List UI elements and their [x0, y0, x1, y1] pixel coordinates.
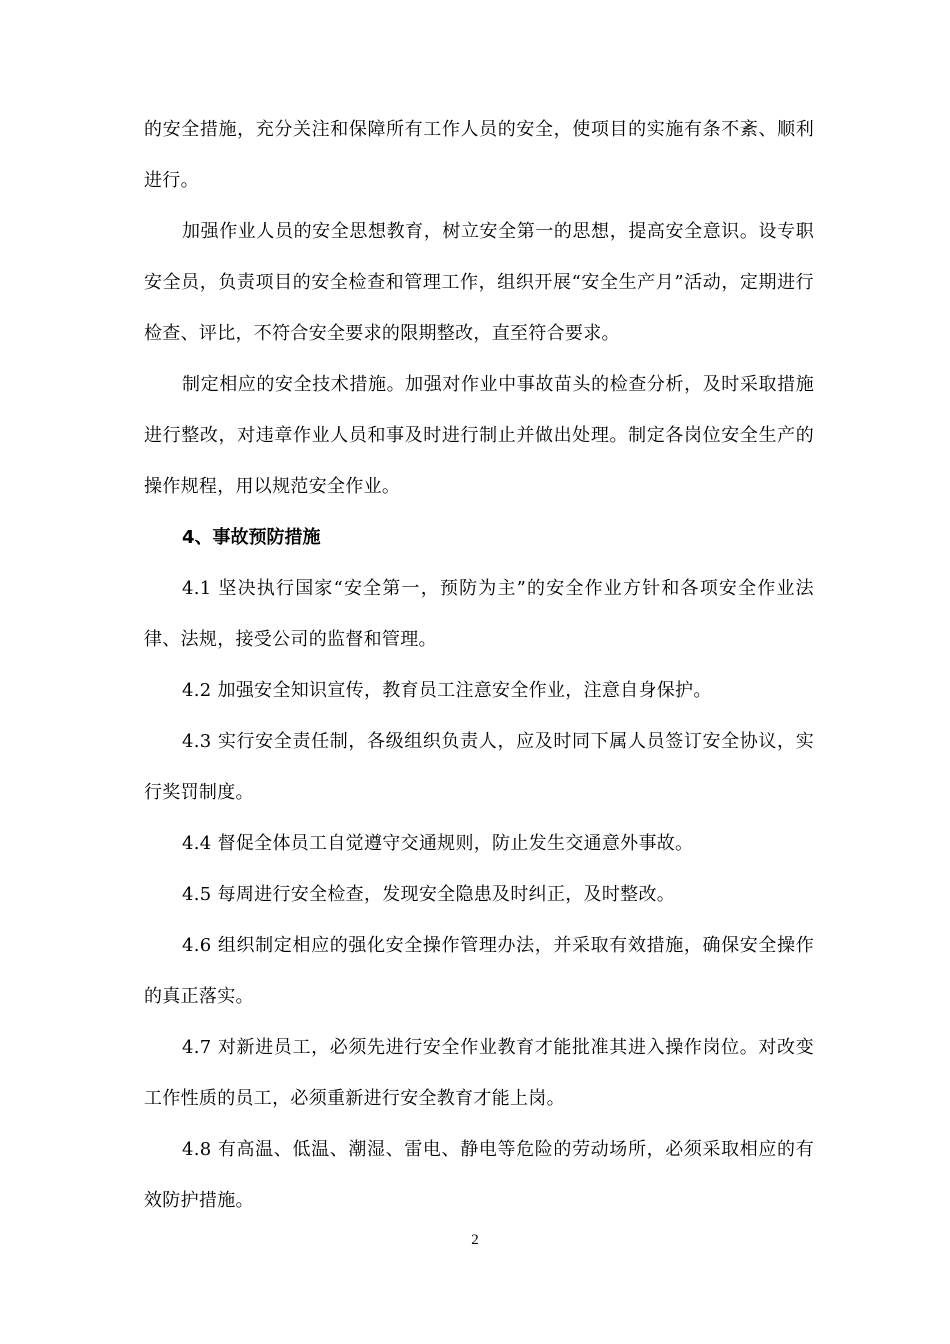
- page-number: 2: [471, 1232, 479, 1248]
- paragraph-item-4-3: 4.3 实行安全责任制，各级组织负责人，应及时同下属人员签订安全协议，实行奖罚制度。: [144, 731, 814, 803]
- paragraph-item-4-4: 4.4 督促全体员工自觉遵守交通规则，防止发生交通意外事故。: [182, 833, 694, 854]
- paragraph-safety-technical-measures: 制定相应的安全技术措施。加强对作业中事故苗头的检查分析，及时采取措施进行整改，对违章作业人员和事及时进行制止并做出处理。制定各岗位安全生产的操作规程，用以规范安全作业。: [144, 374, 814, 497]
- paragraph-safety-measures-continued: 的安全措施，充分关注和保障所有工作人员的安全，使项目的实施有条不紊、顺利进行。: [144, 119, 814, 191]
- paragraph-item-4-8: 4.8 有高温、低温、潮湿、雷电、静电等危险的劳动场所，必须采取相应的有效防护措施。: [144, 1139, 814, 1211]
- document-body: [144, 104, 814, 1226]
- paragraph-item-4-7: 4.7 对新进员工，必须先进行安全作业教育才能批准其进入操作岗位。对改变工作性质的员工，必须重新进行安全教育才能上岗。: [144, 1037, 814, 1109]
- paragraph-item-4-6: 4.6 组织制定相应的强化安全操作管理办法，并采取有效措施，确保安全操作的真正落实。: [144, 935, 814, 1007]
- paragraph-item-4-5: 4.5 每周进行安全检查，发现安全隐患及时纠正，及时整改。: [182, 884, 676, 905]
- paragraph-item-4-2: 4.2 加强安全知识宣传，教育员工注意安全作业，注意自身保护。: [182, 680, 712, 701]
- paragraph-safety-education: 加强作业人员的安全思想教育，树立安全第一的思想，提高安全意识。设专职安全员，负责项目的安全检查和管理工作，组织开展“安全生产月”活动，定期进行检查、评比，不符合安全要求的限期整改，直至符合要求。: [144, 221, 814, 344]
- paragraph-item-4-1: 4.1 坚决执行国家“安全第一，预防为主”的安全作业方针和各项安全作业法律、法规，接受公司的监督和管理。: [144, 578, 814, 650]
- section-heading-accident-prevention: 4、事故预防措施: [182, 527, 321, 548]
